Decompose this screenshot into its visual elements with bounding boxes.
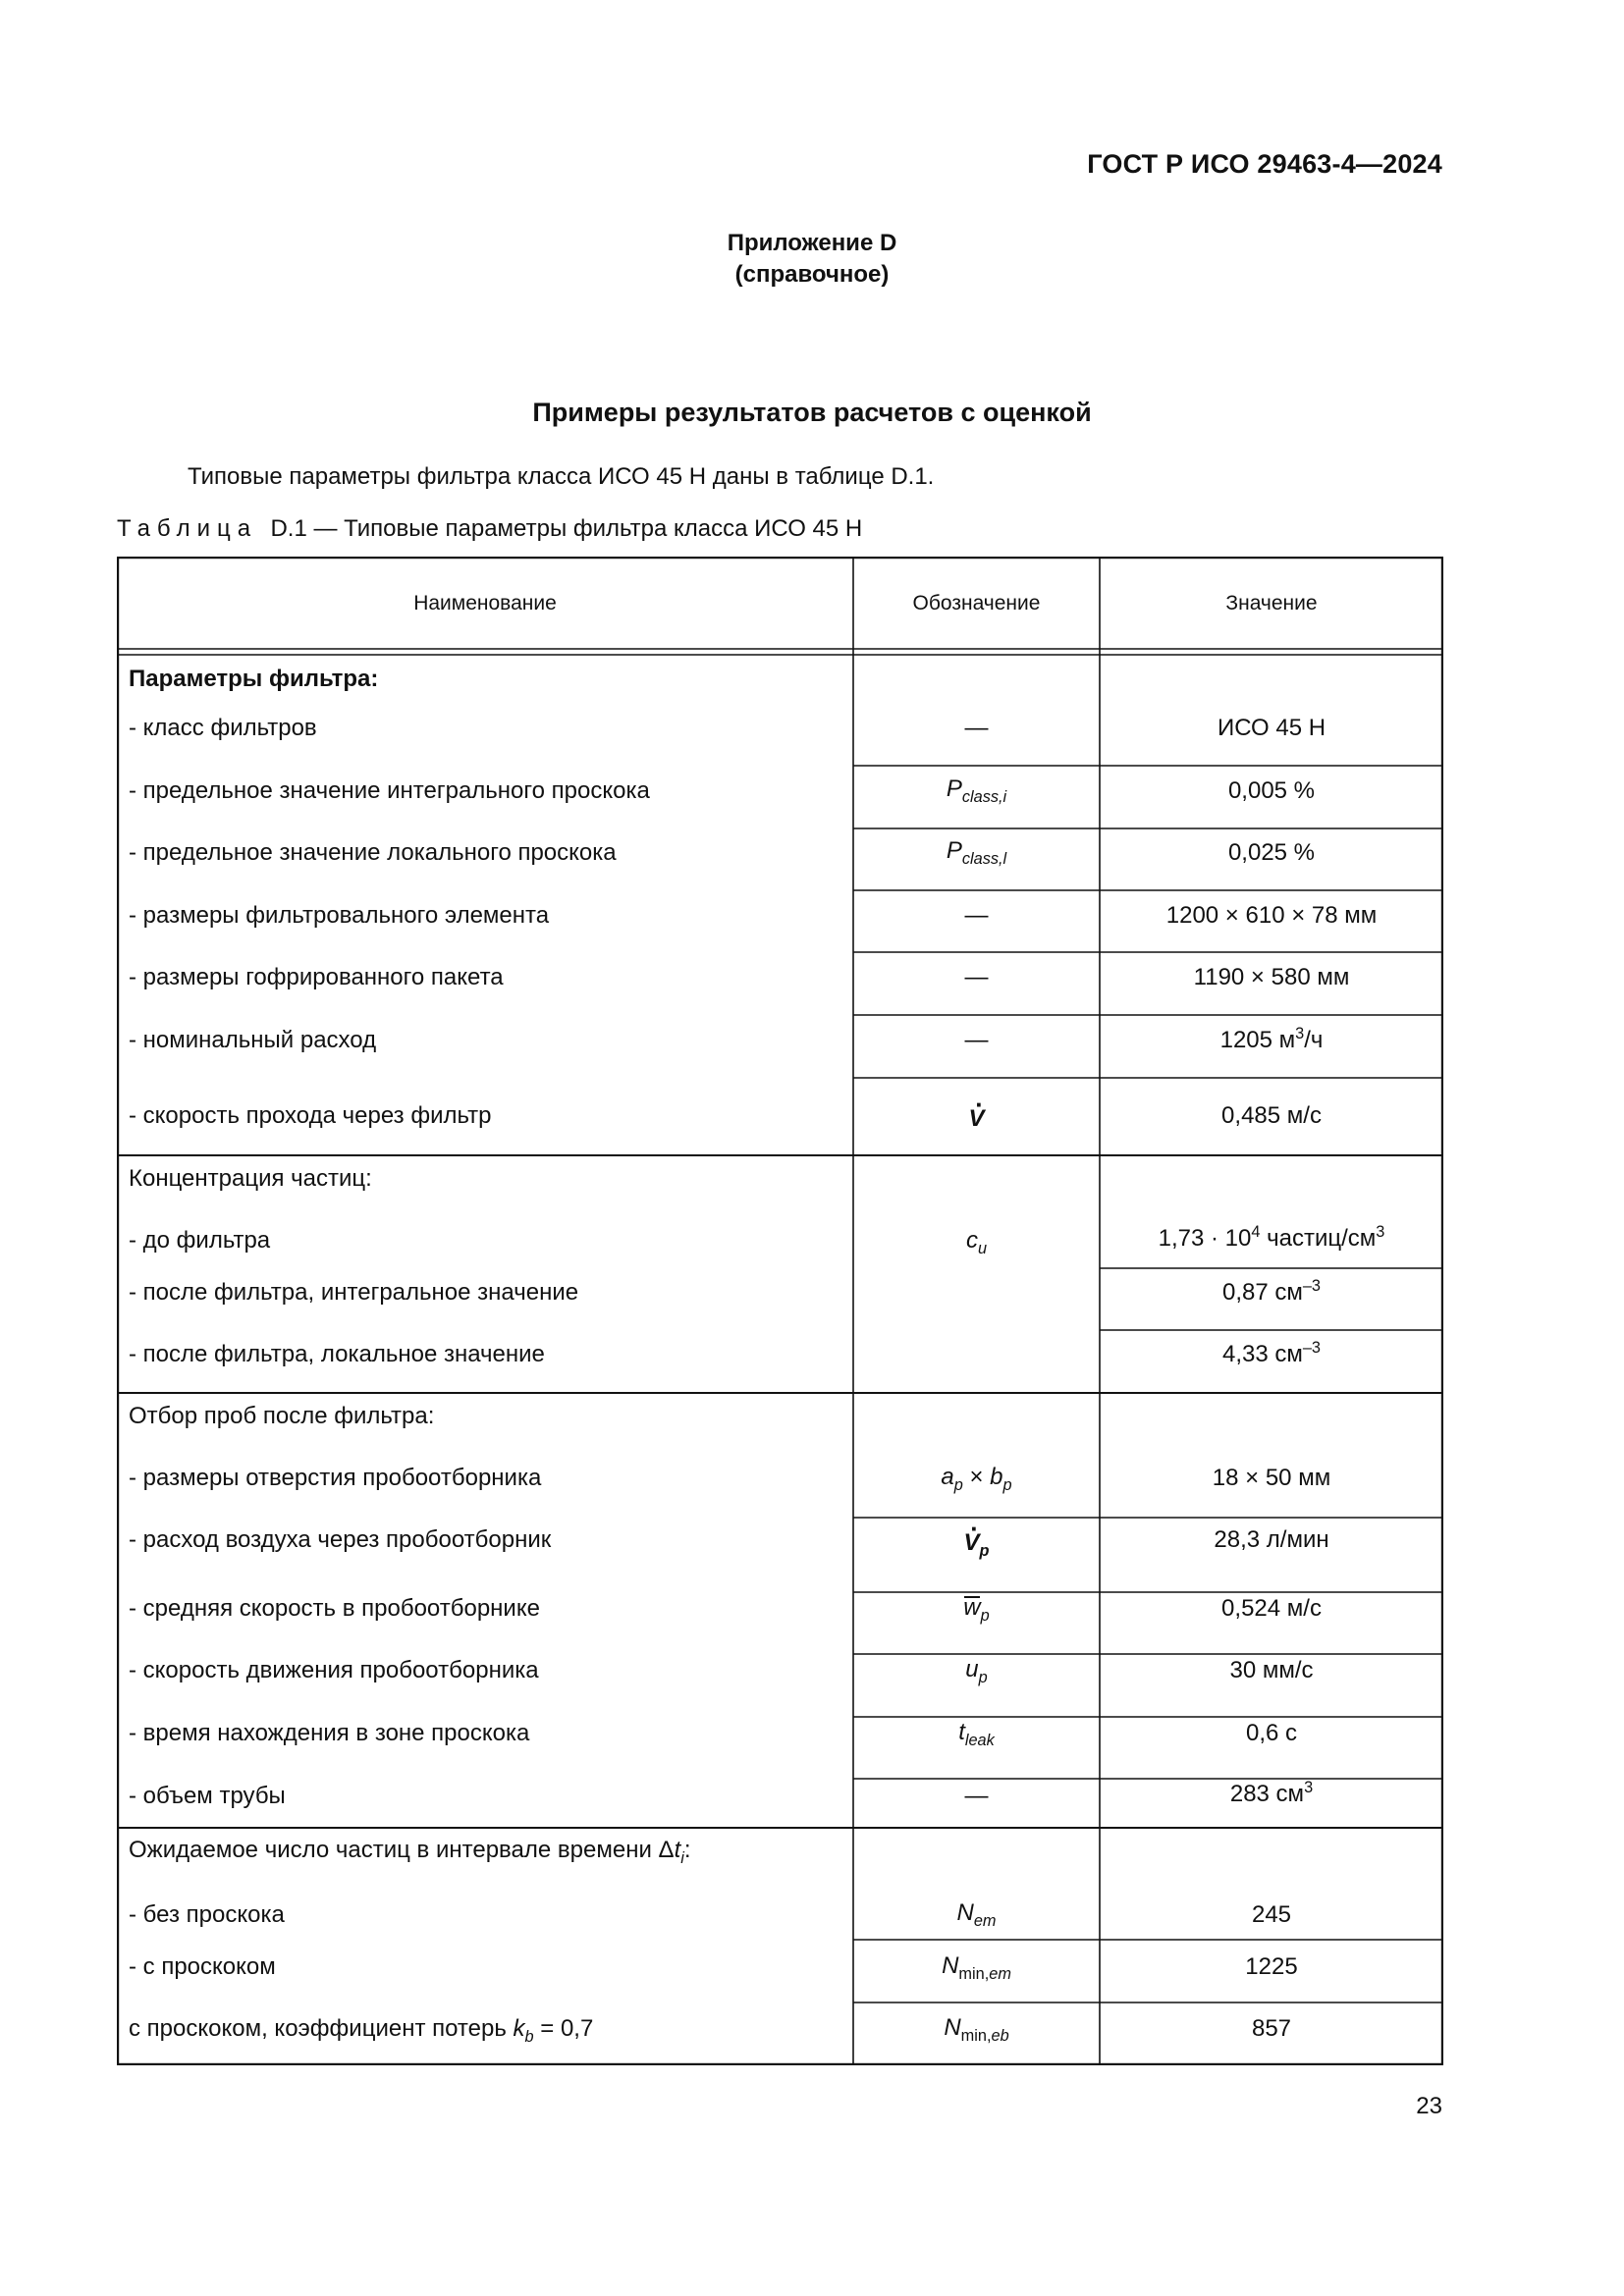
row-filter-velocity-symbol: · V: [853, 1105, 1100, 1133]
header-name: Наименование: [413, 592, 557, 614]
row-probe-flow-name: - расход воздуха через пробоотборник: [129, 1526, 552, 1553]
row-tube-volume-name: - объем трубы: [129, 1783, 286, 1809]
row-integral-limit-value: 0,005 %: [1227, 777, 1316, 804]
row-integral-limit-name: - предельное значение интегрального проскока: [129, 777, 650, 804]
row-filter-class-name: - класс фильтров: [129, 715, 317, 741]
row-probe-speed-symbol: $u_p$: [965, 1656, 988, 1686]
row-integral-limit-symbol: $P_{class,i}$: [946, 775, 1007, 806]
row-loss-coefficient-name: с проскоком, коэффициент потерь $k_b = 0,7$: [129, 2015, 594, 2046]
row-with-leak-symbol: $N_{min,em}$: [942, 1952, 1011, 1983]
row-downstream-local-name: - после фильтра, локальное значение: [129, 1341, 545, 1367]
row-no-leak-value: 245: [1251, 1901, 1292, 1928]
row-pack-size-value: 1190 × 580 мм: [1193, 964, 1350, 990]
row-probe-size-value: 18 × 50 мм: [1212, 1465, 1331, 1491]
parameters-table: [117, 557, 1443, 2065]
header-value: Значение: [1225, 592, 1318, 614]
row-local-limit-symbol: $P_{class,l}$: [946, 837, 1007, 868]
row-pack-size-name: - размеры гофрированного пакета: [129, 964, 504, 990]
row-local-limit-name: - предельное значение локального проскока: [129, 839, 617, 866]
row-upstream-name: - до фильтра: [129, 1227, 271, 1254]
row-local-limit-value: 0,025 %: [1227, 839, 1316, 866]
row-downstream-integral-value: 0,87 $см^{-3}$: [1221, 1277, 1322, 1306]
table-caption-text: D.1 — Типовые параметры фильтра класса ИСО 45 Н: [270, 515, 863, 542]
row-nominal-flow-name: - номинальный расход: [129, 1027, 377, 1053]
appendix-subtitle: (справочное): [734, 261, 890, 288]
row-no-leak-name: - без проскока: [129, 1901, 285, 1928]
row-no-leak-symbol: $N_{em}$: [956, 1899, 997, 1930]
row-probe-mean-velocity-value: 0,524 м/с: [1221, 1595, 1322, 1622]
row-tube-volume-symbol: —: [964, 1783, 989, 1809]
row-filter-class-value: ИСО 45 Н: [1217, 715, 1326, 741]
row-nominal-flow-value: 1205 $м^3/ч$: [1219, 1025, 1324, 1053]
row-leak-time-symbol: $t_{leak}$: [958, 1719, 995, 1749]
row-filter-velocity-value: 0,485 м/с: [1221, 1102, 1322, 1129]
page-number: 23: [1416, 2093, 1442, 2119]
row-leak-time-value: 0,6 с: [1245, 1720, 1298, 1746]
table-caption-label: Таблица: [117, 515, 258, 542]
row-downstream-local-value: 4,33 $см^{-3}$: [1221, 1339, 1322, 1367]
row-loss-coefficient-value: 857: [1251, 2015, 1292, 2042]
group-filter-parameters: Параметры фильтра:: [129, 666, 379, 692]
row-probe-speed-name: - скорость движения пробоотборника: [129, 1657, 539, 1683]
row-probe-mean-velocity-name: - средняя скорость в пробоотборнике: [129, 1595, 540, 1622]
row-probe-mean-velocity-symbol: $w_p$: [963, 1594, 990, 1625]
table-caption: [117, 515, 862, 543]
row-with-leak-value: 1225: [1245, 1953, 1298, 1980]
section-title: Примеры результатов расчетов с оценкой: [532, 398, 1092, 427]
group-expected-count: Ожидаемое число частиц в интервале времени $\Delta t_i$:: [129, 1837, 691, 1867]
row-filter-class-symbol: —: [964, 715, 989, 741]
row-pack-size-symbol: —: [964, 964, 989, 990]
row-element-size-symbol: —: [964, 902, 989, 929]
row-probe-flow-symbol: · $V_p$: [853, 1529, 1100, 1557]
row-probe-size-name: - размеры отверстия пробоотборника: [129, 1465, 542, 1491]
row-element-size-name: - размеры фильтровального элемента: [129, 902, 550, 929]
row-nominal-flow-symbol: —: [964, 1027, 989, 1053]
row-downstream-integral-name: - после фильтра, интегральное значение: [129, 1279, 579, 1306]
appendix-heading: [0, 228, 1624, 291]
intro-paragraph: Типовые параметры фильтра класса ИСО 45 Н даны в таблице D.1.: [188, 463, 935, 490]
appendix-title: Приложение D: [727, 230, 897, 256]
document-id: ГОСТ Р ИСО 29463-4—2024: [1087, 149, 1442, 179]
row-filter-velocity-name: - скорость прохода через фильтр: [129, 1102, 492, 1129]
row-upstream-value: $1,73 \cdot 10^4$ частиц/$см^3$: [1158, 1223, 1385, 1252]
header-symbol: Обозначение: [912, 592, 1041, 614]
row-tube-volume-value: 283 $см^3$: [1229, 1779, 1314, 1807]
group-particle-concentration: Концентрация частиц:: [129, 1165, 372, 1192]
concentration-symbol: $c_u$: [965, 1227, 988, 1257]
row-loss-coefficient-symbol: $N_{min,eb}$: [944, 2014, 1009, 2045]
row-probe-size-symbol: $a_p \times b_p$: [941, 1464, 1012, 1494]
row-probe-flow-value: 28,3 л/мин: [1214, 1526, 1329, 1553]
row-with-leak-name: - с проскоком: [129, 1953, 276, 1980]
row-leak-time-name: - время нахождения в зоне проскока: [129, 1720, 530, 1746]
group-sampling: Отбор проб после фильтра:: [129, 1403, 435, 1429]
row-probe-speed-value: 30 мм/с: [1229, 1657, 1314, 1683]
row-element-size-value: 1200 × 610 × 78 мм: [1165, 902, 1378, 929]
